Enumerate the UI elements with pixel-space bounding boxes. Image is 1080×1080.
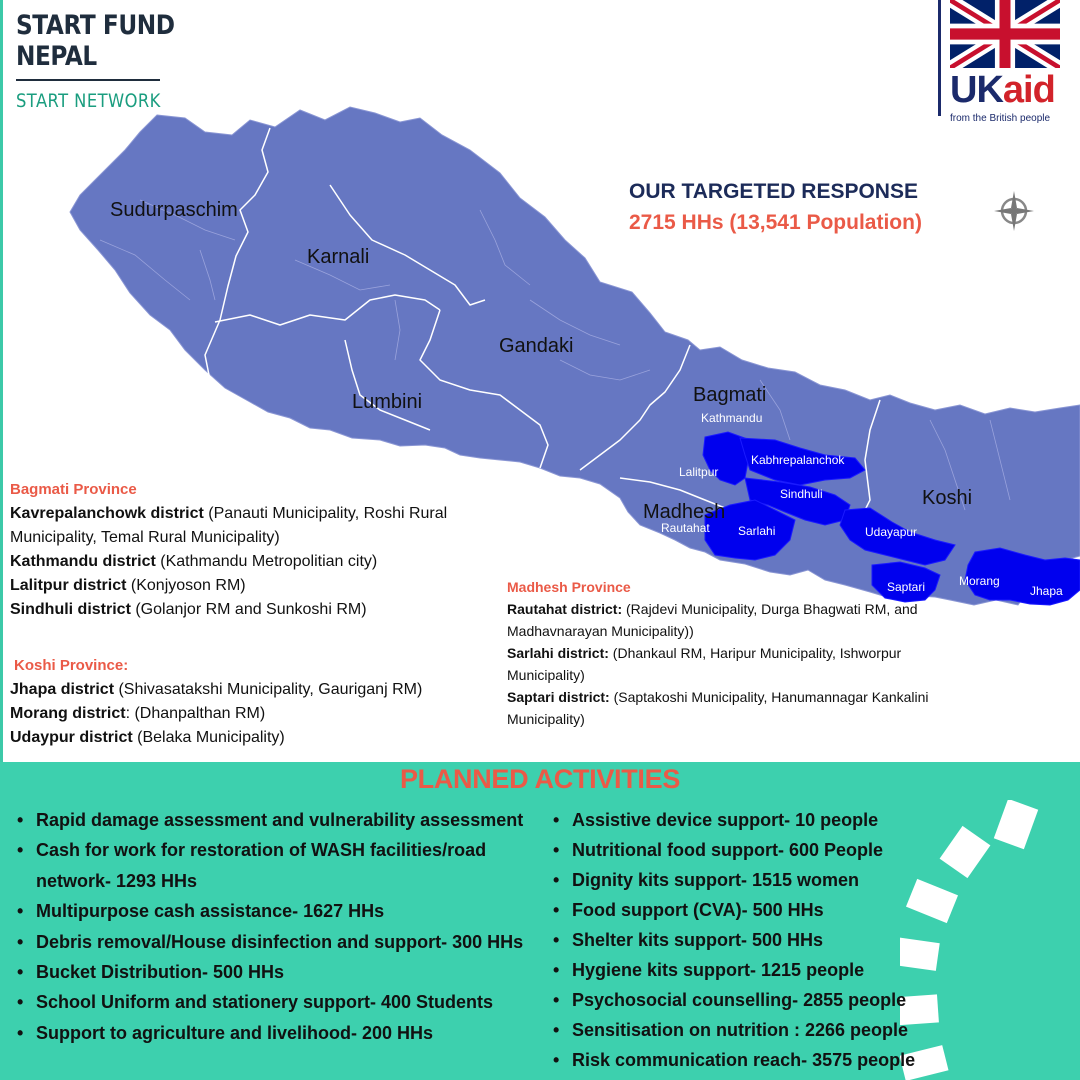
- map-label-sindhuli: Sindhuli: [780, 487, 823, 501]
- madhesh-entry: [507, 598, 969, 642]
- koshi-heading: Koshi Province:: [14, 657, 129, 674]
- response-title: OUR TARGETED RESPONSE: [629, 180, 918, 203]
- map-label-koshi: Koshi: [922, 487, 973, 509]
- activity-item: • Shelter kits support- 500 HHs: [553, 925, 933, 955]
- activity-item: • School Uniform and stationery support- 400 Students: [17, 987, 557, 1017]
- response-subtitle: 2715 HHs (13,541 Population): [629, 211, 922, 234]
- map-label-kabhrepalanchok: Kabhrepalanchok: [751, 453, 845, 467]
- district-detail: (Golanjor RM and Sunkoshi RM): [130, 601, 367, 618]
- compass-icon: [993, 190, 1035, 232]
- ukaid-bar: [938, 0, 941, 116]
- madhesh-entry: [507, 642, 969, 686]
- ukaid-aid: aid: [1002, 69, 1055, 111]
- activity-item: • Rapid damage assessment and vulnerability assessment: [17, 805, 557, 835]
- bagmati-entry: [10, 574, 480, 598]
- map-label-bagmati: Bagmati: [693, 384, 767, 406]
- koshi-entry: [10, 702, 480, 726]
- district-name: Udaypur district: [10, 729, 133, 746]
- ukaid-logo: [938, 0, 1064, 128]
- map-label-lalitpur: Lalitpur: [679, 465, 719, 479]
- district-name: Morang district: [10, 705, 126, 722]
- map-label-kathmandu: Kathmandu: [701, 411, 763, 425]
- district-name: Sindhuli district: [10, 601, 131, 618]
- bagmati-entry: [10, 550, 480, 574]
- district-detail: (Saptakoshi Municipality, Hanumannagar Kankalini Municipality): [507, 689, 929, 727]
- district-detail: : (Dhanpalthan RM): [125, 705, 266, 722]
- activity-item: • Nutritional food support- 600 People: [553, 835, 933, 865]
- district-detail: (Belaka Municipality): [132, 729, 285, 746]
- madhesh-entry: [507, 686, 969, 730]
- brand-network: START NETWORK: [16, 90, 161, 112]
- bagmati-entry: [10, 502, 480, 550]
- map-label-saptari: Saptari: [887, 580, 926, 594]
- activities-list-right: [553, 805, 933, 1075]
- district-detail: (Dhankaul RM, Haripur Municipality, Ishworpur Municipality): [507, 645, 902, 683]
- map-label-udayapur: Udayapur: [865, 525, 918, 539]
- activity-item: • Bucket Distribution- 500 HHs: [17, 957, 557, 987]
- map-label-gandaki: Gandaki: [499, 335, 574, 357]
- map-label-sarlahi: Sarlahi: [738, 524, 776, 538]
- district-name: Kathmandu district: [10, 553, 156, 570]
- activity-item: • Multipurpose cash assistance- 1627 HHs: [17, 896, 557, 926]
- district-name: Kavrepalanchowk district: [10, 505, 204, 522]
- district-name: Saptari district:: [507, 689, 610, 705]
- activity-item: • Sensitisation on nutrition : 2266 people: [553, 1015, 933, 1045]
- district-detail: (Konjyoson RM): [126, 577, 246, 594]
- map-label-sudurpaschim: Sudurpaschim: [110, 199, 238, 221]
- district-name: Sarlahi district:: [507, 645, 609, 661]
- start-fund-logo: [16, 10, 175, 112]
- activity-item: • Risk communication reach- 3575 people: [553, 1045, 933, 1075]
- koshi-entry: [10, 726, 480, 750]
- madhesh-province-block: [507, 576, 969, 730]
- map-label-jhapa: Jhapa: [1030, 584, 1063, 598]
- union-jack-icon: [950, 0, 1060, 68]
- activity-item: • Psychosocial counselling- 2855 people: [553, 985, 933, 1015]
- activity-item: • Support to agriculture and livelihood- 200 HHs: [17, 1018, 557, 1048]
- bagmati-heading: Bagmati Province: [10, 481, 137, 498]
- district-detail: (Panauti Municipality, Roshi Rural Municipality, Temal Rural Municipality): [10, 505, 448, 546]
- bagmati-province-block: [10, 478, 480, 622]
- ukaid-tagline: from the British people: [950, 113, 1051, 124]
- district-detail: (Shivasatakshi Municipality, Gauriganj RM): [114, 681, 423, 698]
- activity-item: • Food support (CVA)- 500 HHs: [553, 895, 933, 925]
- koshi-entry: [10, 678, 480, 702]
- activity-item: • Assistive device support- 10 people: [553, 805, 933, 835]
- activities-title: PLANNED ACTIVITIES: [399, 764, 681, 794]
- bagmati-entry: [10, 598, 480, 622]
- map-label-karnali: Karnali: [307, 246, 370, 268]
- district-name: Lalitpur district: [10, 577, 127, 594]
- ukaid-uk: UK: [950, 69, 1003, 111]
- activity-item: • Debris removal/House disinfection and support- 300 HHs: [17, 927, 557, 957]
- district-name: Rautahat district:: [507, 601, 623, 617]
- district-detail: (Kathmandu Metropolitian city): [155, 553, 378, 570]
- map-label-madhesh: Madhesh: [643, 501, 726, 523]
- activity-item: • Dignity kits support- 1515 women: [553, 865, 933, 895]
- koshi-province-block: [10, 654, 480, 750]
- ukaid-wordmark: [950, 70, 1055, 110]
- brand-divider: [16, 79, 160, 81]
- madhesh-heading: Madhesh Province: [507, 579, 631, 595]
- activity-item: • Hygiene kits support- 1215 people: [553, 955, 933, 985]
- district-name: Jhapa district: [10, 681, 115, 698]
- brand-line-2: NEPAL: [16, 41, 97, 72]
- activity-item: • Cash for work for restoration of WASH facilities/road network- 1293 HHs: [17, 835, 557, 896]
- district-detail: (Rajdevi Municipality, Durga Bhagwati RM, and Madhavnarayan Municipality)): [507, 601, 918, 639]
- planned-activities-panel: [0, 762, 1080, 1080]
- map-label-lumbini: Lumbini: [352, 391, 423, 413]
- brand-line-1: START FUND: [16, 10, 175, 41]
- map-label-morang: Morang: [959, 574, 1000, 588]
- map-label-rautahat: Rautahat: [661, 521, 710, 535]
- activities-list-left: [17, 805, 557, 1048]
